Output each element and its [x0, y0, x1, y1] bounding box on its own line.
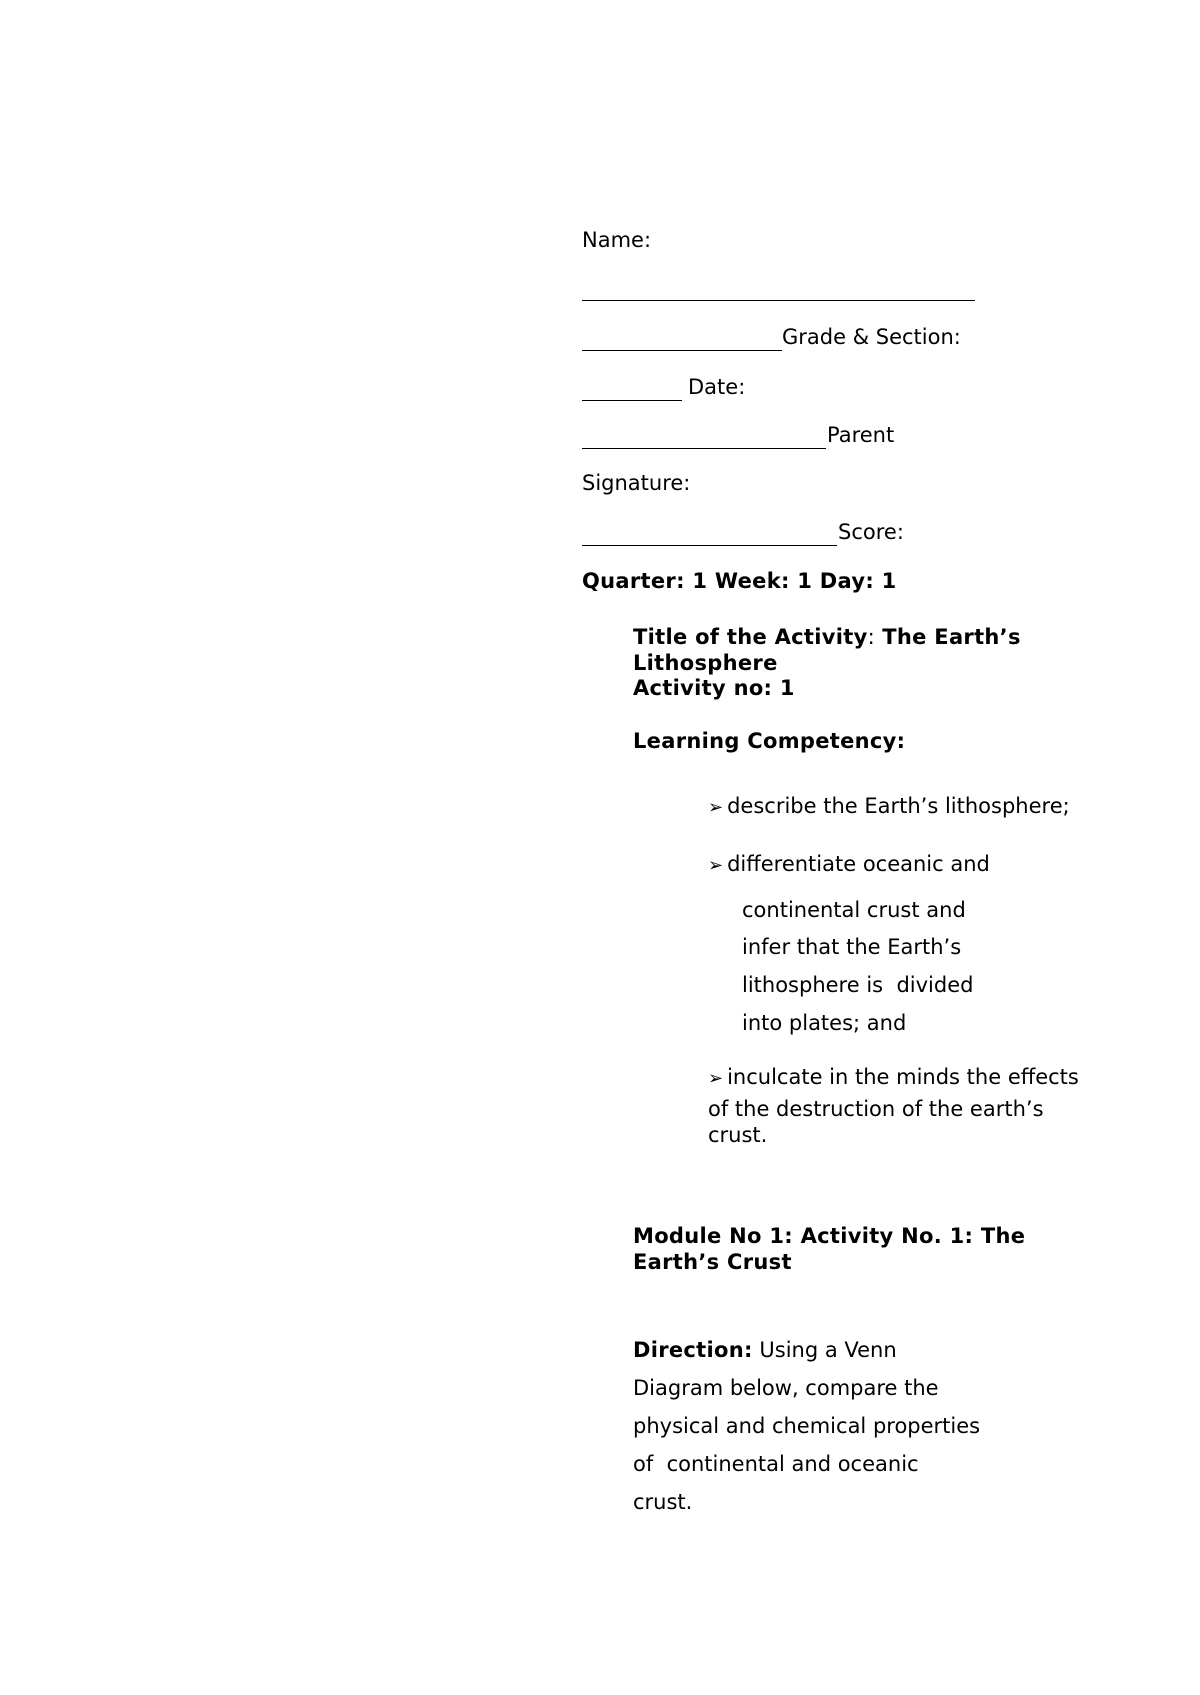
direction-text: Direction: Using a Venn — [633, 1338, 897, 1362]
date-blank-line — [582, 400, 682, 401]
competency-item-cont: crust. — [708, 1123, 768, 1147]
competency-item-cont: infer that the Earth’s — [742, 935, 962, 959]
activity-title-value: The Earth’s — [874, 625, 1021, 649]
signature-label: Signature: — [582, 471, 691, 495]
competency-item-cont: continental crust and — [742, 898, 966, 922]
date-label: Date: — [688, 375, 746, 399]
quarter-week-day: Quarter: 1 Week: 1 Day: 1 — [582, 569, 897, 593]
activity-title-sep: : — [867, 625, 875, 649]
competency-item: ➢ inculcate in the minds the effects — [708, 1065, 1079, 1089]
competency-item-cont: into plates; and — [742, 1011, 907, 1035]
bullet-arrow-icon: ➢ — [708, 797, 724, 818]
name-label: Name: — [582, 228, 652, 252]
direction-text-cont: of continental and oceanic — [633, 1452, 919, 1476]
direction-text-cont: crust. — [633, 1490, 693, 1514]
score-blank-line — [582, 545, 837, 546]
direction-label: Direction: — [633, 1338, 753, 1362]
learning-competency-heading: Learning Competency: — [633, 729, 906, 753]
parent-blank-line — [582, 448, 826, 449]
competency-item-cont: lithosphere is divided — [742, 973, 974, 997]
module-heading: Module No 1: Activity No. 1: The — [633, 1224, 1026, 1248]
score-label: Score: — [838, 520, 904, 544]
direction-text-cont: Diagram below, compare the — [633, 1376, 939, 1400]
activity-number: Activity no: 1 — [633, 676, 795, 700]
parent-label: Parent — [827, 423, 895, 447]
grade-blank-line — [582, 350, 782, 351]
name-blank-line — [582, 300, 975, 301]
competency-item: ➢ differentiate oceanic and — [708, 852, 990, 876]
module-heading-cont: Earth’s Crust — [633, 1250, 792, 1274]
bullet-arrow-icon: ➢ — [708, 855, 724, 876]
grade-section-label: Grade & Section: — [782, 325, 961, 349]
activity-title — [633, 624, 1021, 650]
activity-title-value-cont: Lithosphere — [633, 651, 778, 675]
direction-text-cont: physical and chemical properties — [633, 1414, 981, 1438]
competency-item-cont: of the destruction of the earth’s — [708, 1097, 1044, 1121]
activity-title-label: Title of the Activity — [633, 625, 868, 649]
bullet-arrow-icon: ➢ — [708, 1068, 724, 1089]
competency-item: ➢ describe the Earth’s lithosphere; — [708, 794, 1070, 818]
